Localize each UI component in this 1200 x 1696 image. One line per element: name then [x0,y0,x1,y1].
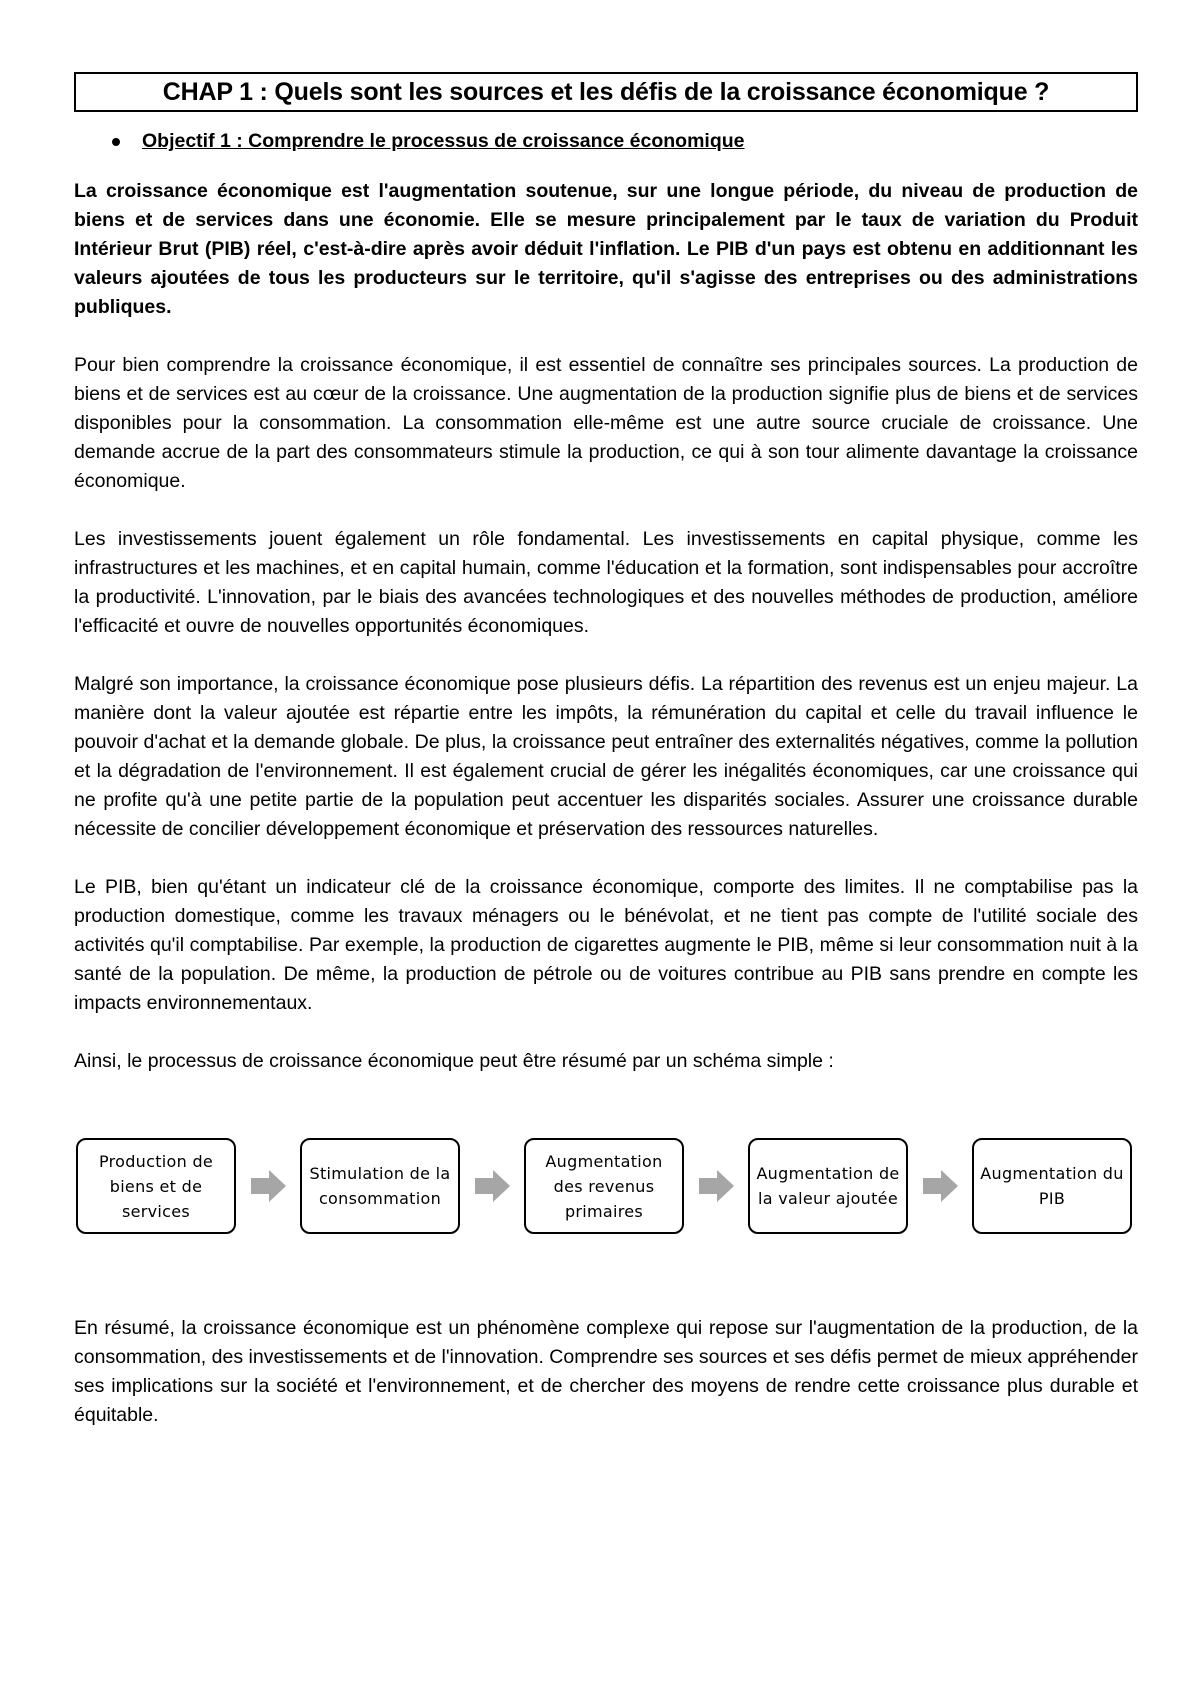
limits-paragraph: Le PIB, bien qu'étant un indicateur clé de la croissance économique, comporte des limites. Il ne comptabilise pas la production domestique, comme les travaux ménagers ou le bénévolat, et ne tient pas compte de l'utilité sociale des activités qu'il comptabilise. Par exemple, la production de cigarettes augmente le PIB, même si leur consommation nuit à la santé de la population. De même, la production de pétrole ou de voitures contribue au PIB sans prendre en compte les impacts environnementaux. [74,876,1138,1014]
document-page [74,72,1138,1430]
chapter-title: CHAP 1 : Quels sont les sources et les défis de la croissance économique ? [74,72,1138,112]
right-arrow-icon [923,1168,959,1204]
summary-paragraph: En résumé, la croissance économique est un phénomène complexe qui repose sur l'augmentation de la production, de la consommation, des investissements et de l'innovation. Comprendre ses sources et ses défis permet de mieux appréhender ses implications sur la société et l'environnement, et de chercher des moyens de rendre cette croissance plus durable et équitable. [74,1317,1138,1426]
investments-paragraph: Les investissements jouent également un rôle fondamental. Les investissements en capital physique, comme les infrastructures et les machines, et en capital humain, comme l'éducation et la formation, sont indispensables pour accroître la productivité. L'innovation, par le biais des avancées technologiques et des nouvelles méthodes de production, améliore l'efficacité et ouvre de nouvelles opportunités économiques. [74,528,1138,637]
sources-paragraph: Pour bien comprendre la croissance économique, il est essentiel de connaître ses principales sources. La production de biens et de services est au cœur de la croissance. Une augmentation de la production signifie plus de biens et de services disponibles pour la consommation. La consommation elle-même est une autre source cruciale de croissance. Une demande accrue de la part des consommateurs stimule la production, ce qui à son tour alimente davantage la croissance économique. [74,354,1138,492]
diagram-step-income: Augmentation des revenus primaires [524,1138,684,1234]
diagram-step-value-added: Augmentation de la valeur ajoutée [748,1138,908,1234]
schema-intro-paragraph: Ainsi, le processus de croissance économique peut être résumé par un schéma simple : [74,1050,834,1072]
bullet-icon [112,138,120,146]
growth-process-diagram [74,1138,1138,1238]
diagram-step-production: Production de biens et de services [76,1138,236,1234]
objective-text: Objectif 1 : Comprendre le processus de croissance économique [142,130,745,152]
right-arrow-icon [251,1168,287,1204]
objective-heading [112,130,1138,153]
right-arrow-icon [475,1168,511,1204]
definition-paragraph: La croissance économique est l'augmentation soutenue, sur une longue période, du niveau de production de biens et de services dans une économie. Elle se mesure principalement par le taux de variation du Produit Intérieur Brut (PIB) réel, c'est-à-dire après avoir déduit l'inflation. Le PIB d'un pays est obtenu en additionnant les valeurs ajoutées de tous les producteurs sur le territoire, qu'il s'agisse des entreprises ou des administrations publiques. [74,180,1138,318]
diagram-step-gdp: Augmentation du PIB [972,1138,1132,1234]
right-arrow-icon [699,1168,735,1204]
challenges-paragraph: Malgré son importance, la croissance économique pose plusieurs défis. La répartition des revenus est un enjeu majeur. La manière dont la valeur ajoutée est répartie entre les impôts, la rémunération du capital et celle du travail influence le pouvoir d'achat et la demande globale. De plus, la croissance peut entraîner des externalités négatives, comme la pollution et la dégradation de l'environnement. Il est également crucial de gérer les inégalités économiques, car une croissance qui ne profite qu'à une petite partie de la population peut accentuer les disparités sociales. Assurer une croissance durable nécessite de concilier développement économique et préservation des ressources naturelles. [74,673,1138,840]
diagram-step-consumption: Stimulation de la consommation [300,1138,460,1234]
